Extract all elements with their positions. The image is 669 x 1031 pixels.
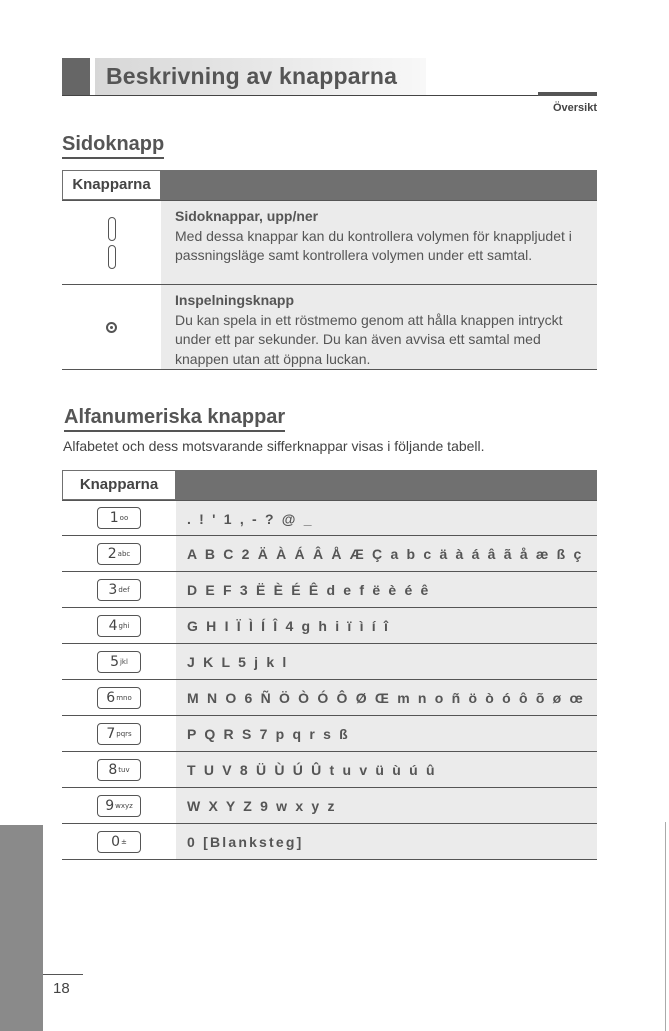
characters-cell: W X Y Z 9 w x y z xyxy=(176,788,597,823)
key-cell xyxy=(62,752,176,787)
table-row xyxy=(62,644,597,680)
table-row xyxy=(62,680,597,716)
table-row xyxy=(62,572,597,608)
side-keys-title-underline xyxy=(62,157,164,159)
page-number-rule xyxy=(43,974,83,975)
page-number: 18 xyxy=(53,980,70,997)
alpha-rows xyxy=(62,500,597,860)
key-letters: jkl xyxy=(119,657,128,666)
header-square xyxy=(62,58,90,96)
key-cell xyxy=(62,201,161,284)
key-letters: wxyz xyxy=(115,801,133,810)
chapter-title: Beskrivning av knapparna xyxy=(106,63,398,89)
table-row xyxy=(62,608,597,644)
key-number: 6 xyxy=(106,689,116,706)
table-header xyxy=(62,170,597,200)
edge-line xyxy=(665,822,666,1031)
side-keys-title xyxy=(62,133,164,159)
table-header xyxy=(62,470,597,500)
key-cell xyxy=(62,716,176,751)
keypad-key-icon xyxy=(97,759,141,781)
key-number: 5 xyxy=(110,653,119,670)
keypad-key-icon xyxy=(97,543,141,565)
alpha-keys-title-underline xyxy=(64,430,285,432)
key-number: 8 xyxy=(108,761,118,778)
key-letters: oo xyxy=(119,514,129,522)
key-number: 3 xyxy=(108,581,118,598)
characters-cell: D E F 3 Ë È É Ê d e f ë è é ê xyxy=(176,572,597,607)
key-number: 1 xyxy=(109,510,119,526)
section-label: Översikt xyxy=(552,102,597,114)
key-cell xyxy=(62,824,176,859)
alpha-keys-title xyxy=(64,406,285,432)
keypad-key-icon xyxy=(97,651,141,673)
column-header: Knapparna xyxy=(62,170,161,200)
key-number: 4 xyxy=(108,617,118,634)
key-cell xyxy=(62,572,176,607)
side-keys-title-text: Sidoknapp xyxy=(62,133,165,155)
table-row xyxy=(62,285,597,370)
characters-cell: A B C 2 Ä À Á Â Å Æ Ç a b c ä à á â ã å æ ß ç xyxy=(176,536,597,571)
row-text: Du kan spela in ett röstmemo genom att hålla knappen intryckt under ett par sekunder. Du kan även avvisa ett samtal med knappen utan att öppna luckan. xyxy=(175,311,563,367)
alpha-keys-table xyxy=(62,470,597,860)
key-cell xyxy=(62,680,176,715)
keypad-key-icon xyxy=(97,795,141,817)
row-heading: Sidoknappar, upp/ner xyxy=(175,208,319,224)
table-row xyxy=(62,752,597,788)
key-letters: def xyxy=(118,585,130,594)
table-row xyxy=(62,824,597,860)
side-keys-table xyxy=(62,170,597,370)
key-cell xyxy=(62,501,176,535)
keypad-key-icon xyxy=(97,687,141,709)
description-cell xyxy=(161,285,597,369)
keypad-key-icon xyxy=(97,579,141,601)
table-row xyxy=(62,200,597,285)
key-letters: tuv xyxy=(118,765,130,774)
row-text: Med dessa knappar kan du kontrollera volymen för knappljudet i passningsläge samt kontrollera volymen under ett samtal. xyxy=(175,227,572,263)
key-cell xyxy=(62,285,161,369)
keypad-key-icon xyxy=(97,831,141,853)
characters-cell: . ! ' 1 , - ? @ _ xyxy=(176,501,597,535)
table-row xyxy=(62,500,597,536)
characters-cell: M N O 6 Ñ Ö Ò Ó Ô Ø Œ m n o ñ ö ò ó ô õ ø œ xyxy=(176,680,597,715)
key-number: 9 xyxy=(105,797,115,814)
keypad-key-icon xyxy=(97,615,141,637)
side-volume-key-icon xyxy=(108,217,116,269)
characters-cell: J K L 5 j k l xyxy=(176,644,597,679)
key-letters: mno xyxy=(116,693,132,702)
keypad-key-icon xyxy=(97,507,141,529)
characters-cell: G H I Ï Ì Í Î 4 g h i ï ì í î xyxy=(176,608,597,643)
header-rule-mark xyxy=(538,92,597,96)
record-key-icon xyxy=(106,322,117,333)
header-rule xyxy=(62,95,597,96)
side-tab xyxy=(0,825,43,1031)
key-letters: ghi xyxy=(118,621,130,630)
table-row xyxy=(62,716,597,752)
key-cell xyxy=(62,644,176,679)
row-heading: Inspelningsknapp xyxy=(175,292,295,308)
column-header: Knapparna xyxy=(62,470,176,500)
table-row xyxy=(62,788,597,824)
description-cell xyxy=(161,201,597,284)
key-number: 7 xyxy=(106,725,116,742)
table-row xyxy=(62,536,597,572)
key-letters: pqrs xyxy=(116,729,132,738)
key-letters: ± xyxy=(121,837,127,846)
keypad-key-icon xyxy=(97,723,141,745)
characters-cell: 0 [Blanksteg] xyxy=(176,824,597,859)
alpha-keys-title-text: Alfanumeriska knappar xyxy=(64,406,286,428)
alpha-keys-description: Alfabetet och dess motsvarande sifferknappar visas i följande tabell. xyxy=(63,438,485,454)
characters-cell: P Q R S 7 p q r s ß xyxy=(176,716,597,751)
key-cell xyxy=(62,788,176,823)
key-letters: abc xyxy=(117,549,131,558)
characters-cell: T U V 8 Ü Ù Ú Û t u v ü ù ú û xyxy=(176,752,597,787)
key-number: 2 xyxy=(107,545,117,562)
key-number: 0 xyxy=(111,833,121,850)
key-cell xyxy=(62,536,176,571)
key-cell xyxy=(62,608,176,643)
chapter-header xyxy=(62,58,426,96)
